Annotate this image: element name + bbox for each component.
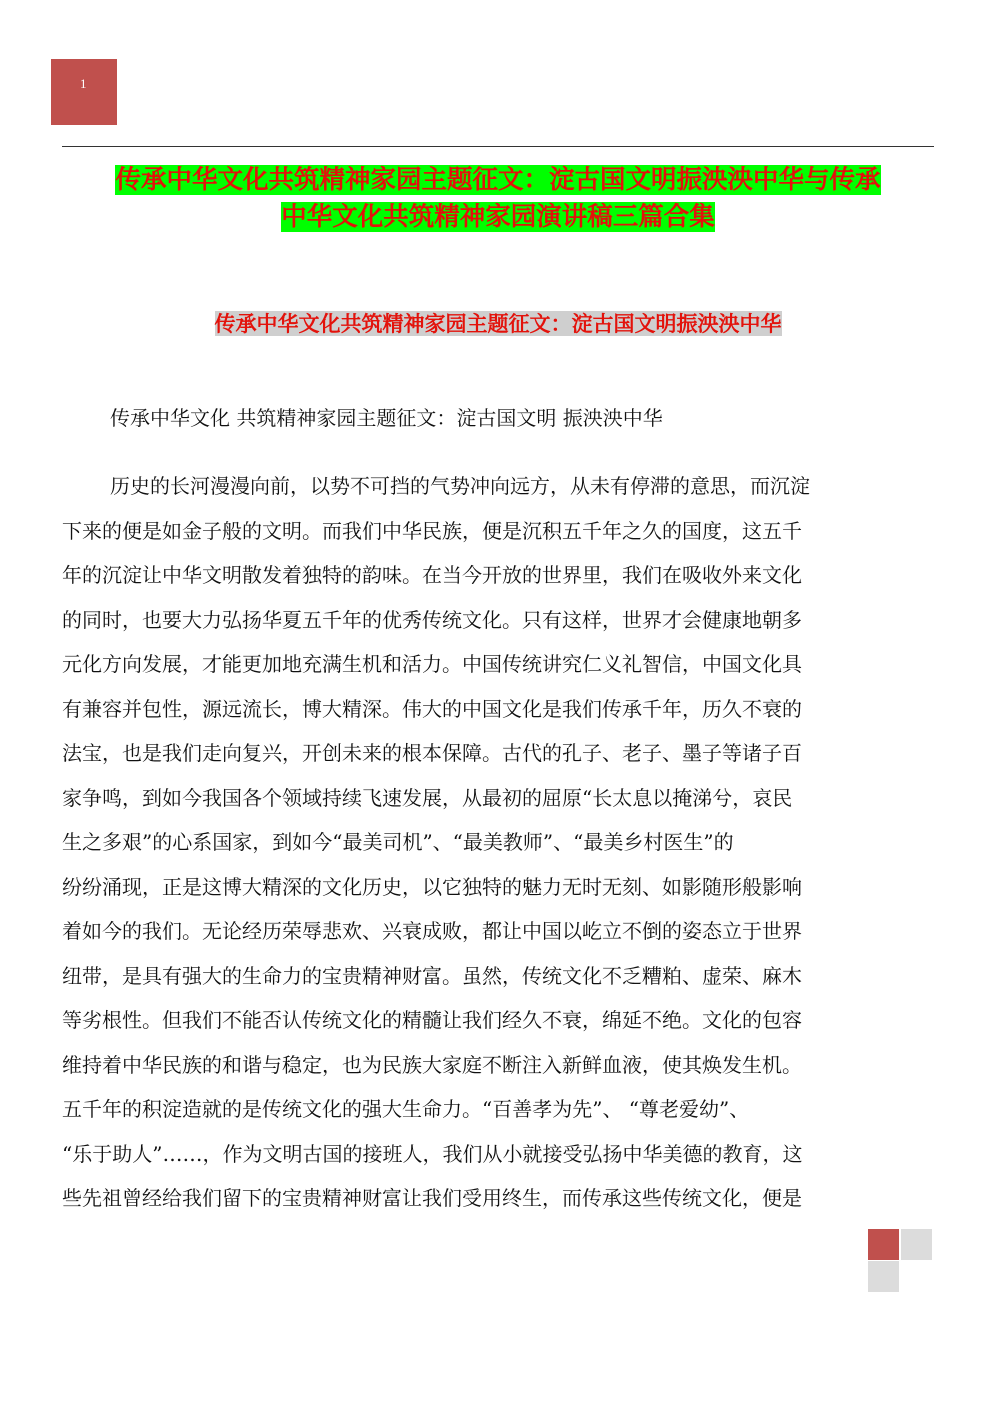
body-line: 些先祖曾经给我们留下的宝贵精神财富让我们受用终生，而传承这些传统文化，便是 [62, 1186, 802, 1210]
corner-decoration-gray [901, 1229, 932, 1260]
section-title [62, 308, 934, 340]
corner-decoration-gray [868, 1261, 899, 1292]
header-divider [62, 146, 934, 147]
body-line: 年的沉淀让中华文明散发着独特的韵味。在当今开放的世界里，我们在吸收外来文化 [62, 563, 802, 587]
body-line: 纽带，是具有强大的生命力的宝贵精神财富。虽然，传统文化不乏糟粕、虚荣、麻木 [62, 963, 802, 988]
body-line: 有兼容并包性，源远流长，博大精深。伟大的中国文化是我们传承千年，历久不衰的 [62, 696, 802, 721]
body-line: 的同时，也要大力弘扬华夏五千年的优秀传统文化。只有这样，世界才会健康地朝多 [62, 607, 802, 632]
section-title-text: 传承中华文化共筑精神家园主题征文：淀古国文明振泱泱中华 [214, 311, 782, 336]
body-line: 法宝，也是我们走向复兴，开创未来的根本保障。古代的孔子、老子、墨子等诸子百 [62, 741, 802, 765]
body-line: 着如今的我们。无论经历荣辱悲欢、兴衰成败，都让中国以屹立不倒的姿态立于世界 [62, 919, 802, 943]
document-title-line-1: 传承中华文化共筑精神家园主题征文：淀古国文明振泱泱中华与传承 [115, 165, 881, 195]
document-title-line-2: 中华文化共筑精神家园演讲稿三篇合集 [281, 202, 715, 232]
document-title [62, 162, 934, 236]
body-line: 维持着中华民族的和谐与稳定，也为民族大家庭不断注入新鲜血液，使其焕发生机。 [62, 1052, 802, 1077]
corner-decoration-red [868, 1229, 899, 1260]
body-line: 纷纷涌现，正是这博大精深的文化历史，以它独特的魅力无时无刻、如影随形般影响 [62, 874, 802, 899]
body-line: 等劣根性。但我们不能否认传统文化的精髓让我们经久不衰，绵延不绝。文化的包容 [62, 1008, 802, 1032]
page-number-badge [51, 59, 117, 125]
body-line: “乐于助人”……，作为文明古国的接班人，我们从小就接受弘扬中华美德的教育，这 [62, 1141, 803, 1166]
body-line: 五千年的积淀造就的是传统文化的强大生命力。“百善孝为先”、 “尊老爱幼”、 [62, 1097, 750, 1121]
body-line: 历史的长河漫漫向前，以势不可挡的气势冲向远方，从未有停滞的意思，而沉淀 [110, 474, 810, 498]
body-line: 生之多艰”的心系国家，到如今“最美司机”、“最美教师”、“最美乡村医生”的 [62, 830, 734, 854]
article-subheading: 传承中华文化 共筑精神家园主题征文：淀古国文明 振泱泱中华 [110, 406, 663, 430]
body-line: 家争鸣，到如今我国各个领域持续飞速发展，从最初的屈原“长太息以掩涕兮，哀民 [62, 785, 793, 810]
page-number: 1 [80, 76, 87, 91]
body-line: 元化方向发展，才能更加地充满生机和活力。中国传统讲究仁义礼智信，中国文化具 [62, 652, 802, 676]
body-line: 下来的便是如金子般的文明。而我们中华民族，便是沉积五千年之久的国度，这五千 [62, 518, 802, 543]
article-body [62, 464, 934, 1221]
